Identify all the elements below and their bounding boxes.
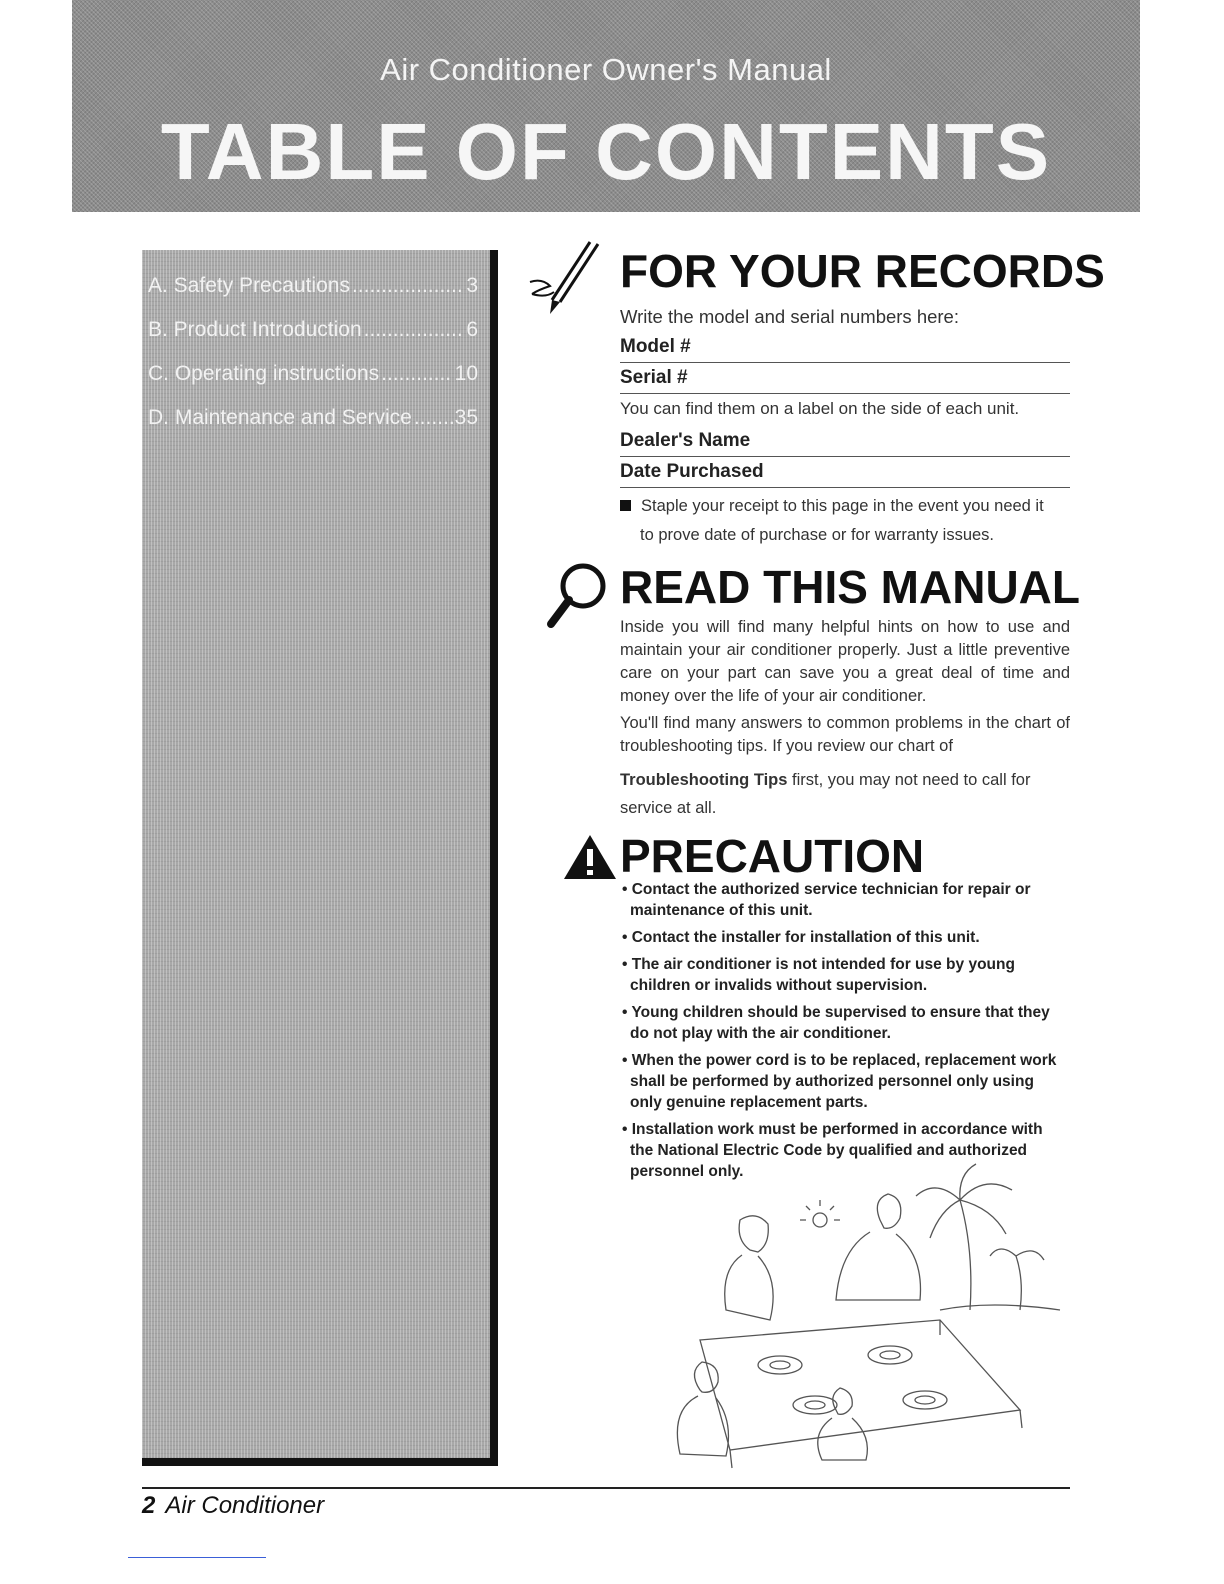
precaution-heading: PRECAUTION bbox=[620, 830, 925, 882]
square-bullet-icon bbox=[620, 500, 631, 511]
model-field[interactable]: Model # bbox=[620, 336, 1070, 363]
read-manual-para3-rest: first, you may not need to call for service at all. bbox=[620, 771, 1031, 817]
page-number: 2 bbox=[142, 1492, 156, 1519]
read-manual-para3 bbox=[620, 766, 1070, 822]
records-heading: FOR YOUR RECORDS bbox=[620, 245, 1105, 297]
staple-line1: Staple your receipt to this page in the event you need it bbox=[641, 497, 1044, 515]
toc-item-label: A. Safety Precautions bbox=[148, 274, 350, 297]
page-footer bbox=[142, 1492, 324, 1520]
edge-link-underline bbox=[128, 1557, 266, 1558]
read-manual-heading: READ THIS MANUAL bbox=[620, 561, 1080, 613]
magnifier-icon bbox=[545, 560, 611, 635]
toc-item-operating[interactable] bbox=[148, 352, 478, 396]
precaution-item: • Young children should be supervised to ensure that they do not play with the air conditioner. bbox=[622, 1004, 1050, 1042]
header-banner bbox=[72, 0, 1140, 212]
pen-icon bbox=[528, 238, 608, 325]
date-purchased-field[interactable]: Date Purchased bbox=[620, 461, 1070, 488]
precaution-item: • The air conditioner is not intended for use by young children or invalids without supervision. bbox=[622, 956, 1015, 994]
toc-item-page: 6 bbox=[466, 318, 478, 341]
footer-rule bbox=[142, 1487, 1070, 1489]
read-manual-para1: Inside you will find many helpful hints on how to use and maintain your air conditioner properly. Just a little preventive care on your part can save you a great deal of time and money over the life of your air conditioner. bbox=[620, 618, 1070, 705]
toc-item-maintenance[interactable] bbox=[148, 396, 478, 440]
troubleshooting-tips-label: Troubleshooting Tips bbox=[620, 771, 788, 789]
warning-icon bbox=[562, 833, 618, 888]
toc-list bbox=[148, 264, 478, 440]
serial-field[interactable]: Serial # bbox=[620, 367, 1070, 394]
staple-line2: to prove date of purchase or for warranty issues. bbox=[640, 526, 995, 544]
read-manual-para2: You'll find many answers to common problems in the chart of troubleshooting tips. If you review our chart of bbox=[620, 714, 1070, 755]
toc-leader-dots bbox=[352, 264, 464, 308]
toc-item-page: 35 bbox=[454, 406, 478, 429]
toc-item-product[interactable] bbox=[148, 308, 478, 352]
toc-leader-dots bbox=[381, 352, 453, 396]
footer-title: Air Conditioner bbox=[165, 1492, 325, 1519]
staple-note bbox=[620, 492, 1070, 550]
precaution-item: • When the power cord is to be replaced, replacement work shall be performed by authorized personnel only using only genuine replacement parts. bbox=[622, 1052, 1057, 1111]
page-title: TABLE OF CONTENTS bbox=[160, 107, 1052, 196]
toc-leader-dots bbox=[364, 308, 465, 352]
toc-panel bbox=[142, 250, 498, 1466]
toc-item-label: D. Maintenance and Service bbox=[148, 406, 412, 429]
manual-subtitle: Air Conditioner Owner's Manual bbox=[380, 52, 832, 87]
toc-item-label: B. Product Introduction bbox=[148, 318, 362, 341]
toc-item-page: 10 bbox=[454, 362, 478, 385]
toc-item-page: 3 bbox=[466, 274, 478, 297]
precaution-item: • Installation work must be performed in accordance with the National Electric Code by qualified and authorized personnel only. bbox=[622, 1121, 1043, 1180]
precaution-item: • Contact the authorized service technician for repair or maintenance of this unit. bbox=[622, 881, 1031, 919]
records-note: You can find them on a label on the side of each unit. bbox=[620, 399, 1020, 418]
precaution-item: • Contact the installer for installation of this unit. bbox=[622, 929, 980, 946]
toc-leader-dots bbox=[414, 396, 453, 440]
picnic-illustration bbox=[640, 1160, 1080, 1490]
toc-item-safety[interactable] bbox=[148, 264, 478, 308]
records-intro: Write the model and serial numbers here: bbox=[620, 306, 959, 327]
precaution-list bbox=[622, 879, 1070, 1188]
dealer-name-field[interactable]: Dealer's Name bbox=[620, 430, 1070, 457]
toc-item-label: C. Operating instructions bbox=[148, 362, 380, 385]
